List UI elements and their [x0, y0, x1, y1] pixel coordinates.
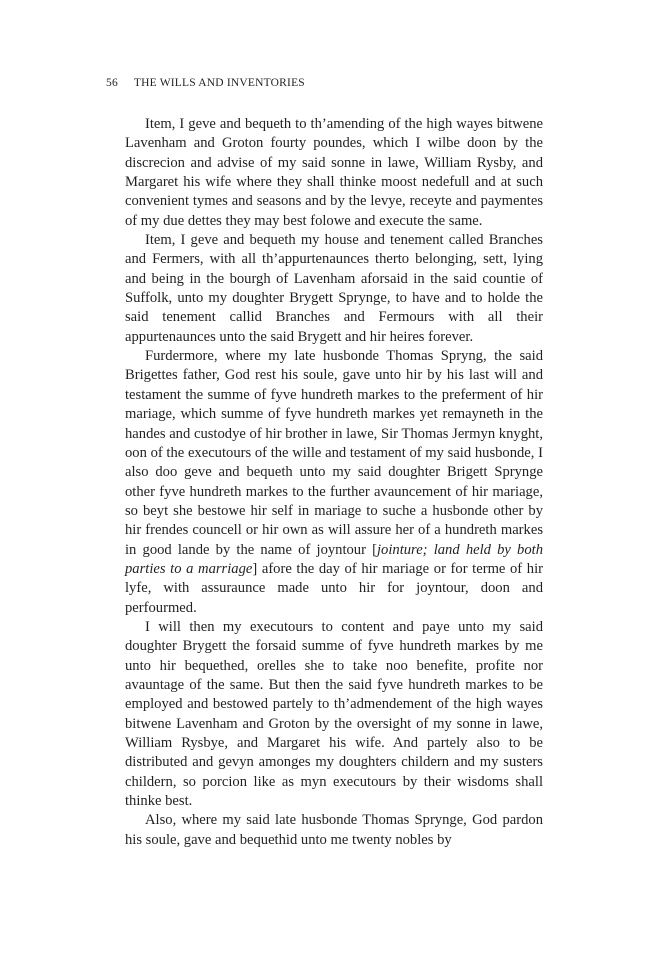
running-title: THE WILLS AND INVENTORIES: [133, 77, 305, 89]
paragraph-executors-payment: I will then my executours to content and paye unto my said doughter Brygett the forsaid summe of fyve hundreth markes by me unto hir bequethed, orelles she to take noo benefite, profite nor avauntage of the same. But then the said fyve hundreth markes to be employed and bestowed partely to th’admendement of the high wayes bitwene Lavenham and Groton by the oversight of my sonne in lawe, William Rysbye, and Margaret his wife. And partely also to be distributed and gevyn amonges my doughters childern and my susters childern, so porcion like as myn executours by their wisdoms shall thinke best.: [125, 618, 543, 810]
paragraph-text-after-gloss: ] afore the day of hir mariage or for terme of hir lyfe, with assuraunce made unto hir for joyntour, doon and perfourmed.: [125, 560, 543, 616]
editorial-gloss: jointure; land held by both parties to a marriage: [125, 541, 543, 577]
page-number: 56: [106, 77, 118, 89]
paragraph-marriage-bequest: [125, 347, 543, 618]
paragraph-highways-bequest: Item, I geve and bequeth to th’amending of the high wayes bitwene Lavenham and Groton fourty poundes, which I wilbe doon by the discrecion and advise of my said sonne in lawe, William Rysby, and Margaret his wife where they shall thinke moost nedefull and at such convenient tymes and seasons and by the levye, receyte and paymentes of my due dettes they may best folowe and execute the same.: [125, 116, 543, 229]
paragraph-twenty-nobles: Also, where my said late husbonde Thomas Sprynge, God pardon his soule, gave and bequethid unto me twenty nobles by: [125, 812, 543, 848]
paragraph-text-before-gloss: Furdermore, where my late husbonde Thomas Spryng, the said Brigettes father, God rest his soule, gave unto hir by his last will and testament the summe of fyve hundreth markes to the preferment of hir mariage, which summe of fyve hundreth markes yet remayneth in the handes and custodye of hir brother in lawe, Sir Thomas Jermyn knyght, oon of the executours of the wille and testament of my said husbonde, I also doo geve and bequeth unto my said doughter Brigett Sprynge other fyve hundreth markes to the further avauncement of hir mariage, so beyt she bestowe hir self in mariage to suche a husbonde other by hir frendes councell or hir own as will assure her of a hundreth markes in good lande by the name of joyntour [: [125, 348, 543, 558]
body-text: [125, 115, 543, 850]
paragraph-house-bequest: Item, I geve and bequeth my house and tenement called Branches and Fermers, with all th’appurtenaunces therto belonging, sett, lying and being in the bourgh of Lavenham aforsaid in the said countie of Suffolk, unto my doughter Brygett Sprynge, to have and to holde the said tenement callid Branches and Fermours with all their appurtenaunces unto the said Brygett and hir heires forever.: [125, 232, 543, 345]
running-head: [106, 77, 305, 89]
